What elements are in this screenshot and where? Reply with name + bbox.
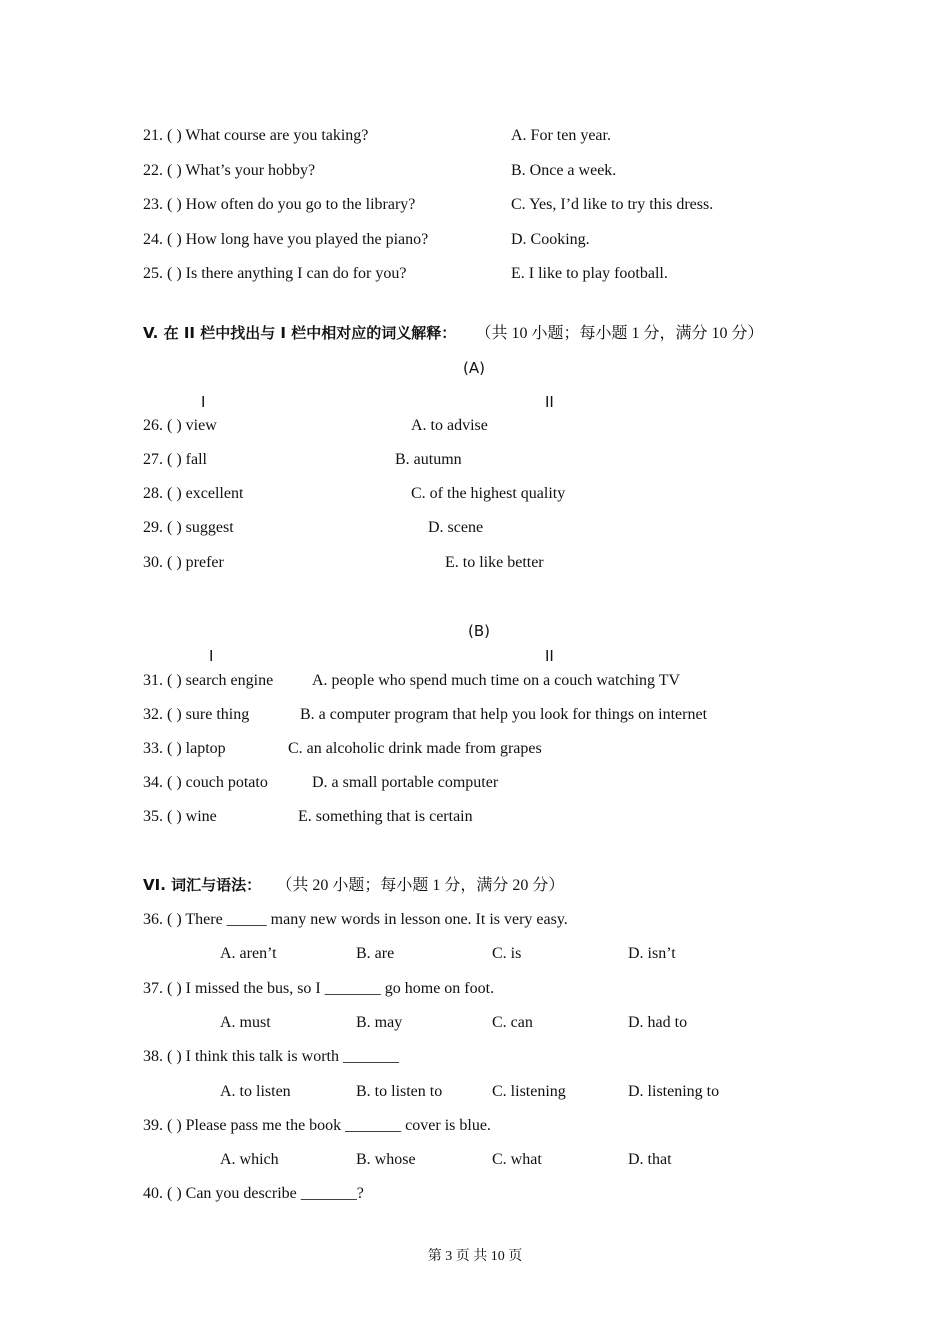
- option-37-d: D. had to: [628, 1014, 688, 1031]
- definition-b: B. autumn: [395, 451, 462, 468]
- answer-a: A. For ten year.: [511, 127, 611, 144]
- item-29: 29. ( ) suggest: [143, 519, 234, 536]
- question-23: 23. ( ) How often do you go to the library?: [143, 196, 416, 213]
- definition-a: A. to advise: [411, 417, 488, 434]
- definition-d: D. scene: [428, 519, 484, 536]
- section-6-heading: [143, 875, 564, 896]
- question-24: 24. ( ) How long have you played the piano?: [143, 231, 429, 248]
- section-5-note: （共 10 小题；每小题 1 分，满分 10 分）: [475, 325, 764, 342]
- question-39: 39. ( ) Please pass me the book _______ cover is blue.: [143, 1117, 491, 1134]
- definition-b-c: C. an alcoholic drink made from grapes: [288, 740, 542, 757]
- option-39-d: D. that: [628, 1151, 672, 1168]
- part-b-column-ii: II: [545, 647, 554, 665]
- question-37: 37. ( ) I missed the bus, so I _______ go home on foot.: [143, 980, 495, 997]
- item-32: 32. ( ) sure thing: [143, 706, 250, 723]
- question-36: 36. ( ) There _____ many new words in lesson one. It is very easy.: [143, 911, 568, 928]
- item-31: 31. ( ) search engine: [143, 672, 274, 689]
- item-33: 33. ( ) laptop: [143, 740, 226, 757]
- part-a-label: (A): [463, 359, 485, 377]
- option-37-b: B. may: [356, 1014, 403, 1031]
- option-36-c: C. is: [492, 945, 522, 962]
- definition-c: C. of the highest quality: [411, 485, 566, 502]
- answer-e: E. I like to play football.: [511, 265, 668, 282]
- section-5-title: V. 在 II 栏中找出与 I 栏中相对应的词义解释：: [143, 324, 457, 342]
- option-37-c: C. can: [492, 1014, 533, 1031]
- page-footer: 第 3 页 共 10 页: [427, 1249, 523, 1264]
- question-40: 40. ( ) Can you describe _______?: [143, 1185, 364, 1202]
- option-36-a: A. aren’t: [220, 945, 277, 962]
- answer-d: D. Cooking.: [511, 231, 590, 248]
- definition-b-a: A. people who spend much time on a couch watching TV: [312, 672, 681, 689]
- question-21: 21. ( ) What course are you taking?: [143, 127, 369, 144]
- section-6-note: （共 20 小题；每小题 1 分，满分 20 分）: [276, 877, 565, 894]
- part-a-column-ii: II: [545, 393, 554, 411]
- option-37-a: A. must: [220, 1014, 271, 1031]
- item-34: 34. ( ) couch potato: [143, 774, 268, 791]
- option-36-b: B. are: [356, 945, 395, 962]
- option-38-d: D. listening to: [628, 1083, 720, 1100]
- item-28: 28. ( ) excellent: [143, 485, 244, 502]
- part-b-column-i: I: [209, 647, 214, 665]
- option-39-a: A. which: [220, 1151, 279, 1168]
- part-b-label: (B): [468, 622, 490, 640]
- item-26: 26. ( ) view: [143, 417, 217, 434]
- part-a-column-i: I: [201, 393, 206, 411]
- option-38-b: B. to listen to: [356, 1083, 443, 1100]
- section-5-heading: [143, 323, 763, 344]
- option-39-c: C. what: [492, 1151, 542, 1168]
- definition-b-e: E. something that is certain: [298, 808, 473, 825]
- definition-b-b: B. a computer program that help you look for things on internet: [300, 706, 708, 723]
- option-38-c: C. listening: [492, 1083, 566, 1100]
- item-27: 27. ( ) fall: [143, 451, 207, 468]
- answer-b: B. Once a week.: [511, 162, 617, 179]
- question-25: 25. ( ) Is there anything I can do for you?: [143, 265, 407, 282]
- section-6-title: VI. 词汇与语法：: [143, 876, 262, 894]
- item-35: 35. ( ) wine: [143, 808, 217, 825]
- option-38-a: A. to listen: [220, 1083, 291, 1100]
- item-30: 30. ( ) prefer: [143, 554, 224, 571]
- definition-e: E. to like better: [445, 554, 544, 571]
- question-38: 38. ( ) I think this talk is worth _______: [143, 1048, 399, 1065]
- definition-b-d: D. a small portable computer: [312, 774, 499, 791]
- answer-c: C. Yes, I’d like to try this dress.: [511, 196, 714, 213]
- question-22: 22. ( ) What’s your hobby?: [143, 162, 316, 179]
- option-36-d: D. isn’t: [628, 945, 676, 962]
- option-39-b: B. whose: [356, 1151, 416, 1168]
